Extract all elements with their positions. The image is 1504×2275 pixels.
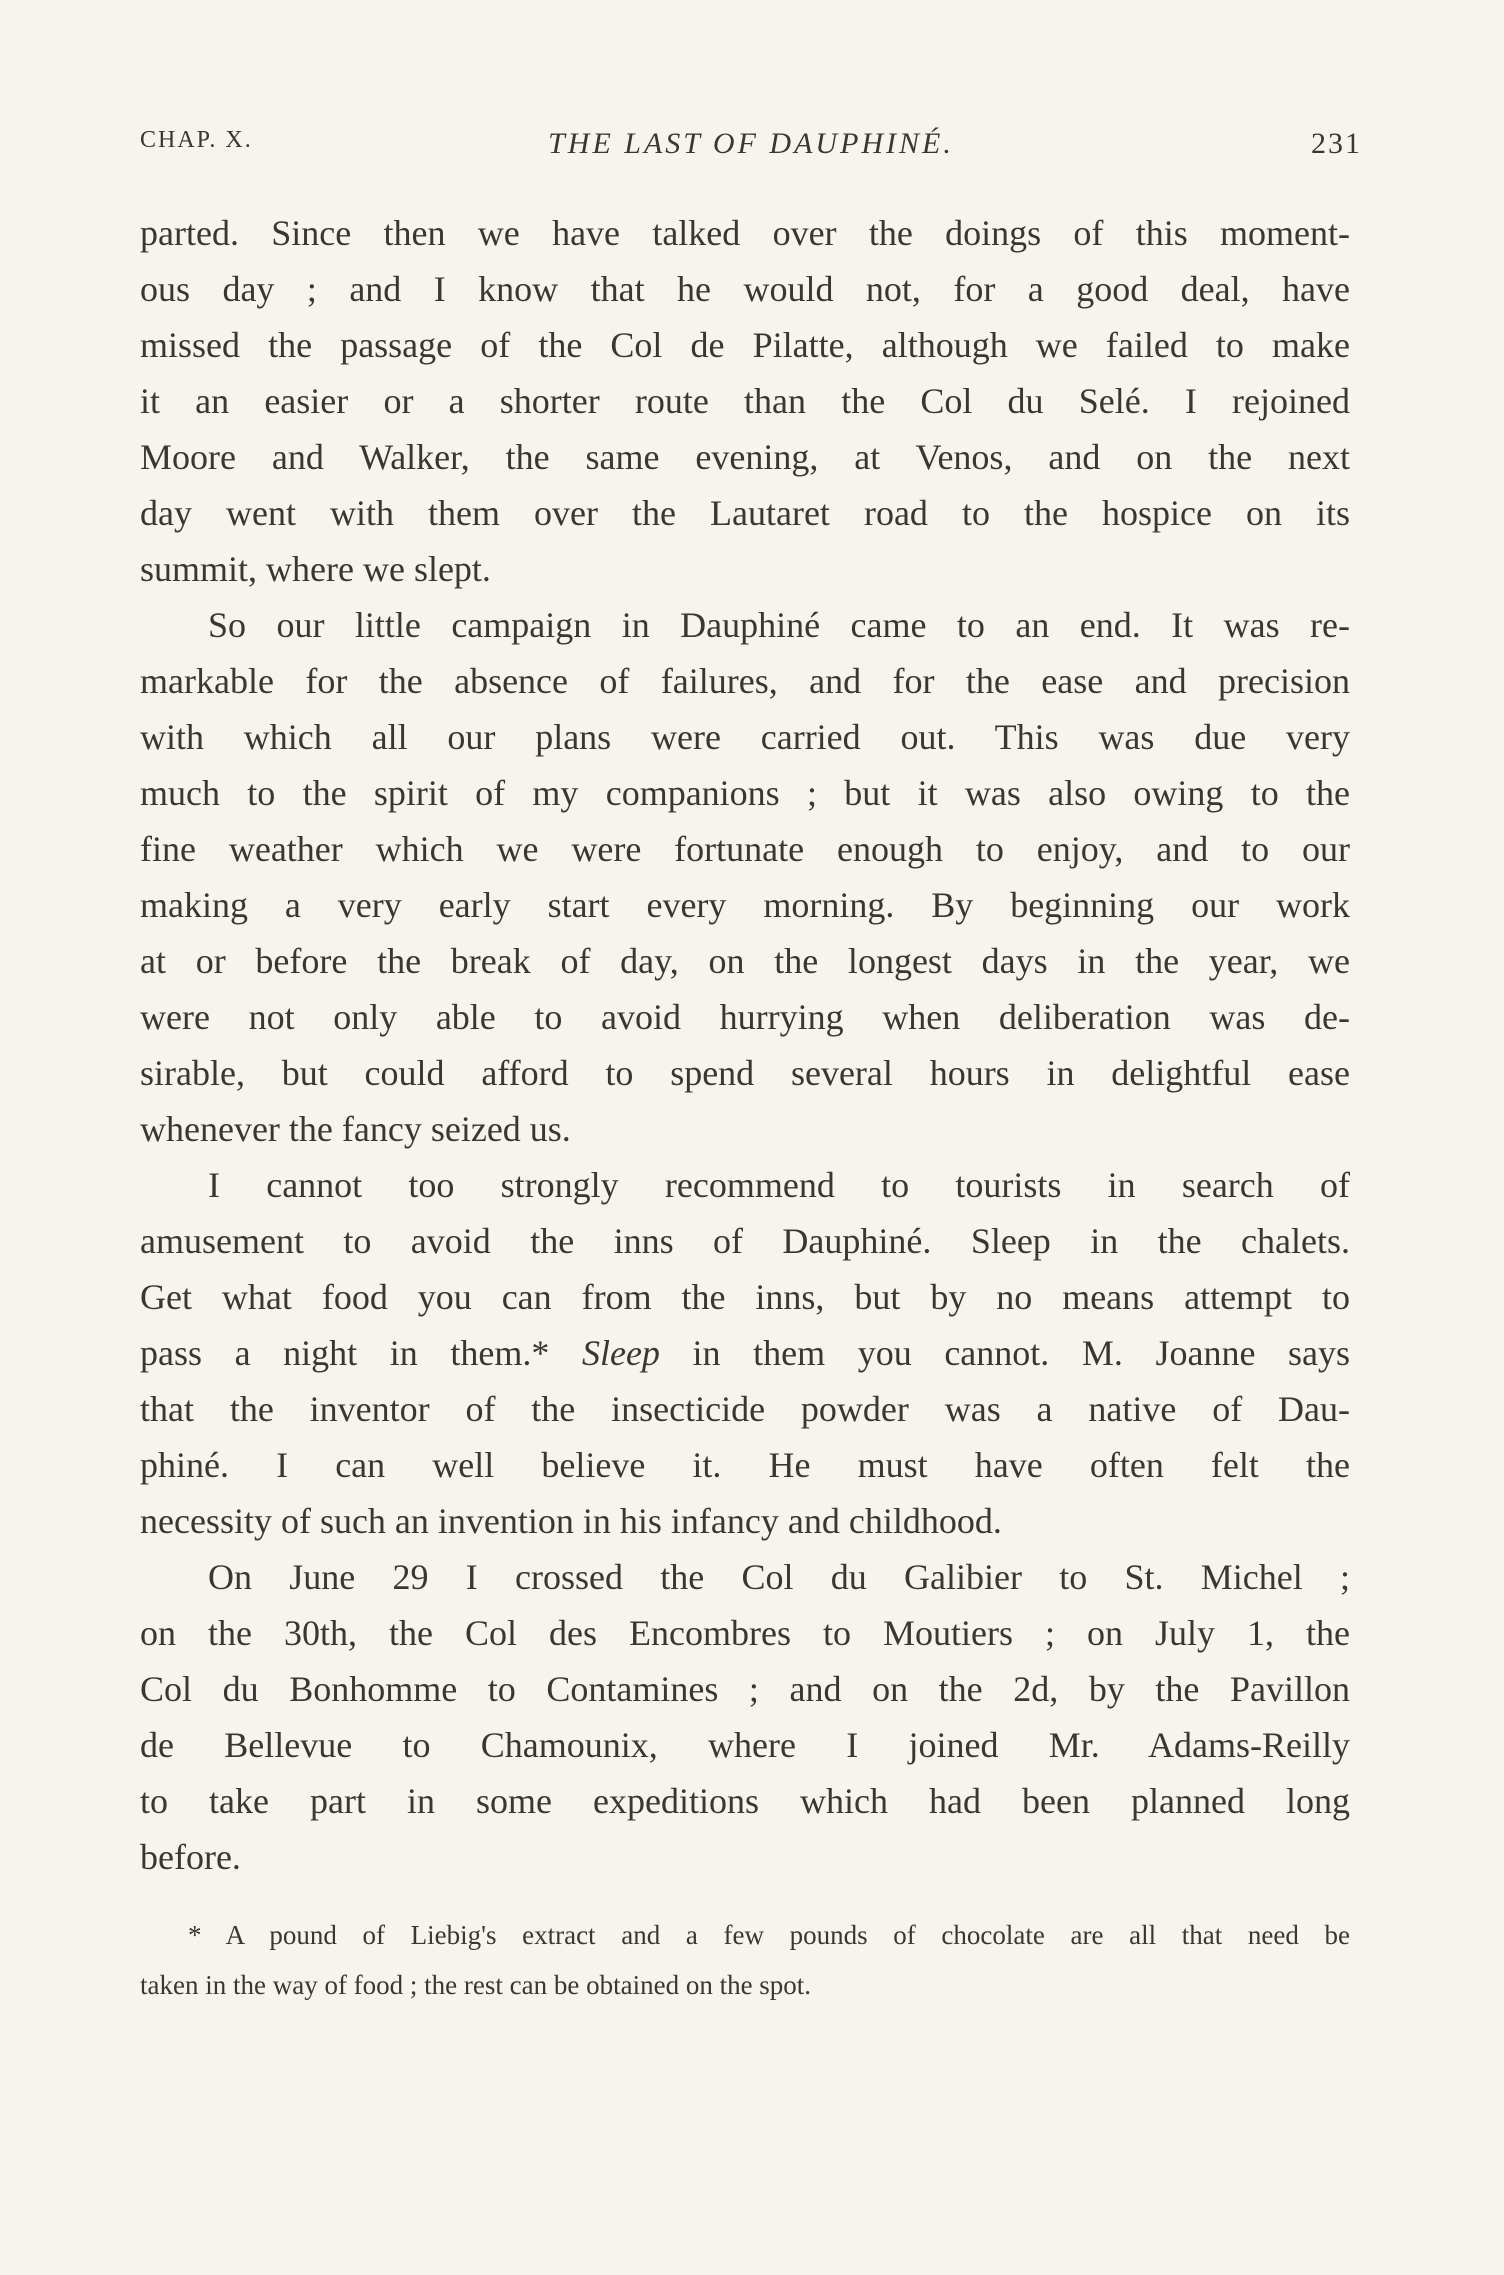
text-line: to take part in some expeditions which had been planned long bbox=[140, 1781, 1350, 1821]
footnote-line: taken in the way of food ; the rest can be obtained on the spot. bbox=[140, 1970, 812, 2000]
text-line: ous day ; and I know that he would not, for a good deal, have bbox=[140, 269, 1350, 309]
text-line: Col du Bonhomme to Contamines ; and on the 2d, by the Pavillon bbox=[140, 1669, 1350, 1709]
italic-emphasis: Sleep bbox=[581, 1333, 660, 1373]
text-line: necessity of such an invention in his infancy and childhood. bbox=[140, 1501, 1002, 1541]
paragraph bbox=[140, 1549, 1350, 1885]
text-line: amusement to avoid the inns of Dauphiné. Sleep in the chalets. bbox=[140, 1221, 1350, 1261]
text-line: I cannot too strongly recommend to tourists in search of bbox=[208, 1165, 1350, 1205]
text-line-mixed bbox=[140, 1325, 1350, 1381]
text-line: On June 29 I crossed the Col du Galibier to St. Michel ; bbox=[208, 1557, 1350, 1597]
text-line: much to the spirit of my companions ; but it was also owing to the bbox=[140, 773, 1350, 813]
text-line: de Bellevue to Chamounix, where I joined Mr. Adams-Reilly bbox=[140, 1725, 1350, 1765]
chapter-label: CHAP. X. bbox=[140, 127, 253, 153]
text-line: at or before the break of day, on the longest days in the year, we bbox=[140, 941, 1350, 981]
page-number: 231 bbox=[1311, 127, 1362, 160]
chapter-title: THE LAST OF DAUPHINÉ. bbox=[548, 127, 954, 160]
text-line: making a very early start every morning. By beginning our work bbox=[140, 885, 1350, 925]
running-head bbox=[140, 127, 1362, 167]
text-line: were not only able to avoid hurrying when deliberation was de- bbox=[140, 997, 1350, 1037]
text-line: day went with them over the Lautaret road to the hospice on its bbox=[140, 493, 1350, 533]
paragraph bbox=[140, 597, 1350, 1157]
text-line: on the 30th, the Col des Encombres to Moutiers ; on July 1, the bbox=[140, 1613, 1350, 1653]
text-line: phiné. I can well believe it. He must have often felt the bbox=[140, 1445, 1350, 1485]
text-line: whenever the fancy seized us. bbox=[140, 1109, 571, 1149]
text-line: missed the passage of the Col de Pilatte, although we failed to make bbox=[140, 325, 1350, 365]
text-line: it an easier or a shorter route than the Col du Selé. I rejoined bbox=[140, 381, 1350, 421]
text-fragment: pass a night in them.* bbox=[140, 1333, 550, 1373]
text-line: that the inventor of the insecticide powder was a native of Dau- bbox=[140, 1389, 1350, 1429]
text-line: fine weather which we were fortunate enough to enjoy, and to our bbox=[140, 829, 1350, 869]
text-line: with which all our plans were carried out. This was due very bbox=[140, 717, 1350, 757]
text-line: sirable, but could afford to spend several hours in delightful ease bbox=[140, 1053, 1350, 1093]
text-line: Get what food you can from the inns, but by no means attempt to bbox=[140, 1277, 1350, 1317]
body-text bbox=[140, 205, 1350, 1885]
text-line: before. bbox=[140, 1837, 241, 1877]
paragraph bbox=[140, 205, 1350, 597]
text-line: markable for the absence of failures, and for the ease and precision bbox=[140, 661, 1350, 701]
text-line: summit, where we slept. bbox=[140, 549, 491, 589]
footnote-line: * A pound of Liebig's extract and a few pounds of chocolate are all that need be bbox=[188, 1920, 1350, 1950]
text-line: parted. Since then we have talked over the doings of this moment- bbox=[140, 213, 1350, 253]
paragraph bbox=[140, 1157, 1350, 1549]
footnote bbox=[140, 1910, 1350, 2010]
text-line: So our little campaign in Dauphiné came to an end. It was re- bbox=[208, 605, 1350, 645]
text-fragment: in them you cannot. M. Joanne says bbox=[692, 1333, 1351, 1373]
text-line: Moore and Walker, the same evening, at Venos, and on the next bbox=[140, 437, 1350, 477]
